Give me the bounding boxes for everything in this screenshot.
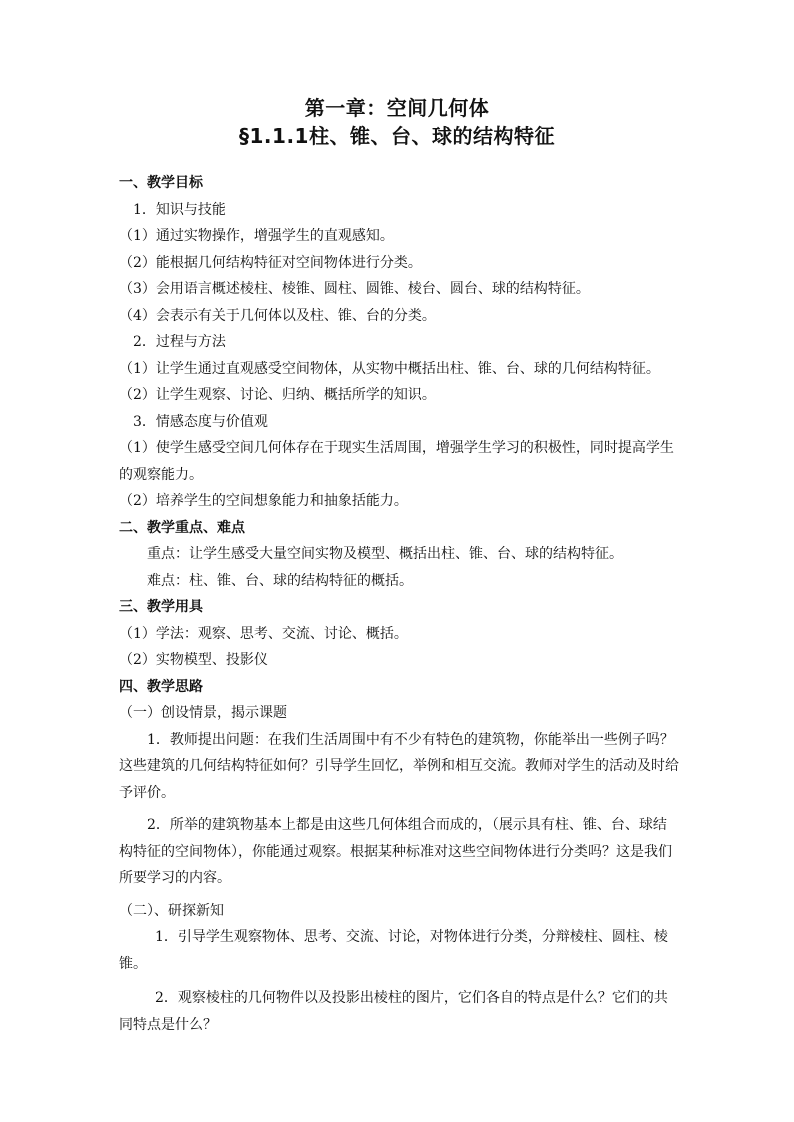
heading-objectives: 一、教学目标 (119, 175, 203, 191)
document-body (119, 170, 679, 1046)
difficult-point: 难点：柱、锥、台、球的结构特征的概括。 (147, 572, 413, 589)
section-title: §1.1.1柱、锥、台、球的结构特征 (239, 124, 555, 148)
paragraph: 1．教师提出问题：在我们生活周围中有不少有特色的建筑物，你能举出一些例子吗？这些建筑的几何结构特征如何？引导学生回忆，举例和相互交流。教师对学生的活动及时给予评价。 (119, 731, 679, 801)
tool-item: （2）实物模型、投影仪 (119, 652, 268, 668)
heading-key-points: 二、教学重点、难点 (119, 519, 245, 536)
objective-item: （4）会表示有关于几何体以及柱、锥、台的分类。 (119, 307, 436, 324)
part-heading: （一）创设情景，揭示课题 (119, 705, 287, 721)
objective-item: （2）培养学生的空间想象能力和抽象括能力。 (119, 493, 408, 509)
objective-item: （1）让学生通过直观感受空间物体，从实物中概括出柱、锥、台、球的几何结构特征。 (119, 360, 660, 377)
chapter-title: 第一章：空间几何体 (304, 96, 490, 120)
paragraph: 2．观察棱柱的几何物件以及投影出棱柱的图片，它们各自的特点是什么？它们的共同特点是什么？ (119, 990, 668, 1033)
objective-item: （1）通过实物操作，增强学生的直观感知。 (119, 228, 394, 244)
sub-process-method: 2．过程与方法 (133, 334, 226, 350)
paragraph: 1．引导学生观察物体、思考、交流、讨论，对物体进行分类，分辩棱柱、圆柱、棱锥。 (119, 929, 668, 972)
heading-teaching-ideas: 四、教学思路 (119, 678, 203, 695)
objective-item: （2）能根据几何结构特征对空间物体进行分类。 (119, 254, 422, 271)
sub-knowledge-skills: 1．知识与技能 (133, 201, 226, 218)
key-point: 重点：让学生感受大量空间实物及模型、概括出柱、锥、台、球的结构特征。 (147, 546, 623, 562)
sub-attitude-values: 3．情感态度与价值观 (133, 413, 268, 430)
heading-teaching-tools: 三、教学用具 (119, 599, 203, 615)
part-heading: （二）、研探新知 (119, 902, 224, 919)
objective-item: （3）会用语言概述棱柱、棱锥、圆柱、圆锥、棱台、圆台、球的结构特征。 (119, 281, 590, 297)
objective-item: （1）使学生感受空间几何体存在于现实生活周围，增强学生学习的积极性，同时提高学生的观察能力。 (119, 440, 674, 483)
tool-item: （1）学法：观察、思考、交流、讨论、概括。 (119, 625, 408, 642)
objective-item: （2）让学生观察、讨论、归纳、概括所学的知识。 (119, 387, 436, 403)
paragraph: 2．所举的建筑物基本上都是由这些几何体组合而成的，（展示具有柱、锥、台、球结构特征的空间物体），你能通过观察。根据某种标准对这些空间物体进行分类吗？这是我们所要学习的内容。 (119, 817, 672, 886)
